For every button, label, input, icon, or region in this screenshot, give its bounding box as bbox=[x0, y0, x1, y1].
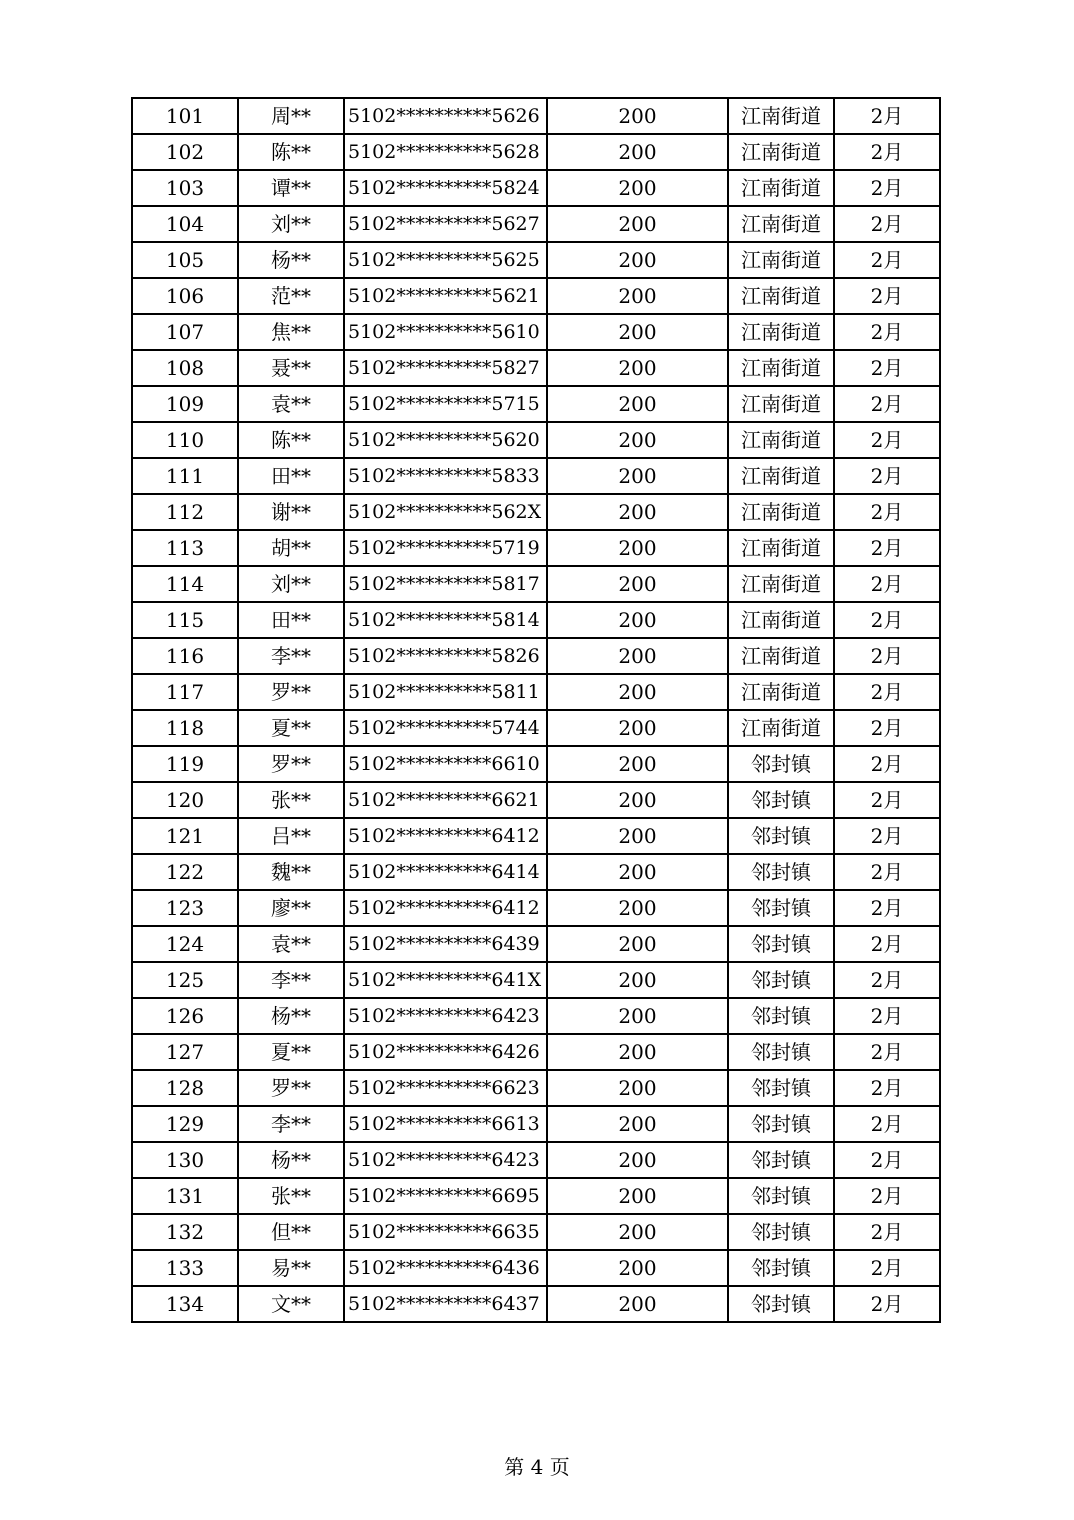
cell-id-number: 5102**********6412 bbox=[344, 818, 547, 854]
data-table bbox=[131, 97, 941, 1323]
cell-month: 2月 bbox=[834, 170, 940, 206]
cell-name: 范** bbox=[238, 278, 344, 314]
cell-amount: 200 bbox=[547, 278, 728, 314]
cell-month: 2月 bbox=[834, 890, 940, 926]
cell-name: 陈** bbox=[238, 134, 344, 170]
cell-amount: 200 bbox=[547, 170, 728, 206]
cell-id-number: 5102**********5610 bbox=[344, 314, 547, 350]
cell-name: 田** bbox=[238, 602, 344, 638]
cell-serial-number: 107 bbox=[132, 314, 238, 350]
cell-serial-number: 114 bbox=[132, 566, 238, 602]
cell-area: 邻封镇 bbox=[728, 1142, 834, 1178]
cell-area: 江南街道 bbox=[728, 674, 834, 710]
cell-amount: 200 bbox=[547, 386, 728, 422]
cell-serial-number: 106 bbox=[132, 278, 238, 314]
cell-month: 2月 bbox=[834, 782, 940, 818]
cell-month: 2月 bbox=[834, 962, 940, 998]
cell-serial-number: 110 bbox=[132, 422, 238, 458]
cell-serial-number: 129 bbox=[132, 1106, 238, 1142]
cell-area: 江南街道 bbox=[728, 458, 834, 494]
cell-id-number: 5102**********6613 bbox=[344, 1106, 547, 1142]
cell-name: 杨** bbox=[238, 1142, 344, 1178]
cell-month: 2月 bbox=[834, 602, 940, 638]
cell-area: 邻封镇 bbox=[728, 1070, 834, 1106]
cell-id-number: 5102**********562X bbox=[344, 494, 547, 530]
cell-id-number: 5102**********5628 bbox=[344, 134, 547, 170]
cell-area: 邻封镇 bbox=[728, 746, 834, 782]
cell-serial-number: 102 bbox=[132, 134, 238, 170]
cell-id-number: 5102**********5744 bbox=[344, 710, 547, 746]
table-row bbox=[132, 350, 940, 386]
cell-area: 江南街道 bbox=[728, 494, 834, 530]
cell-amount: 200 bbox=[547, 1214, 728, 1250]
cell-id-number: 5102**********6436 bbox=[344, 1250, 547, 1286]
cell-area: 邻封镇 bbox=[728, 1250, 834, 1286]
cell-area: 邻封镇 bbox=[728, 1214, 834, 1250]
cell-name: 夏** bbox=[238, 710, 344, 746]
cell-month: 2月 bbox=[834, 206, 940, 242]
cell-name: 杨** bbox=[238, 998, 344, 1034]
table-row bbox=[132, 386, 940, 422]
table-row bbox=[132, 1286, 940, 1322]
cell-name: 杨** bbox=[238, 242, 344, 278]
table-row bbox=[132, 602, 940, 638]
cell-amount: 200 bbox=[547, 854, 728, 890]
cell-id-number: 5102**********6635 bbox=[344, 1214, 547, 1250]
cell-amount: 200 bbox=[547, 350, 728, 386]
cell-name: 刘** bbox=[238, 566, 344, 602]
table-row bbox=[132, 1034, 940, 1070]
table-row bbox=[132, 998, 940, 1034]
cell-serial-number: 125 bbox=[132, 962, 238, 998]
cell-area: 邻封镇 bbox=[728, 1034, 834, 1070]
cell-area: 江南街道 bbox=[728, 206, 834, 242]
table-body bbox=[132, 98, 940, 1322]
cell-name: 李** bbox=[238, 638, 344, 674]
cell-month: 2月 bbox=[834, 278, 940, 314]
table-row bbox=[132, 98, 940, 134]
cell-id-number: 5102**********5719 bbox=[344, 530, 547, 566]
cell-amount: 200 bbox=[547, 998, 728, 1034]
table-row bbox=[132, 494, 940, 530]
cell-amount: 200 bbox=[547, 98, 728, 134]
cell-amount: 200 bbox=[547, 566, 728, 602]
cell-name: 魏** bbox=[238, 854, 344, 890]
cell-serial-number: 103 bbox=[132, 170, 238, 206]
cell-serial-number: 113 bbox=[132, 530, 238, 566]
table-row bbox=[132, 422, 940, 458]
cell-area: 江南街道 bbox=[728, 134, 834, 170]
cell-serial-number: 108 bbox=[132, 350, 238, 386]
table-row bbox=[132, 134, 940, 170]
cell-amount: 200 bbox=[547, 458, 728, 494]
cell-area: 江南街道 bbox=[728, 638, 834, 674]
cell-serial-number: 124 bbox=[132, 926, 238, 962]
cell-amount: 200 bbox=[547, 1286, 728, 1322]
table-row bbox=[132, 1178, 940, 1214]
table-row bbox=[132, 206, 940, 242]
cell-id-number: 5102**********6695 bbox=[344, 1178, 547, 1214]
cell-name: 张** bbox=[238, 782, 344, 818]
cell-area: 邻封镇 bbox=[728, 890, 834, 926]
cell-area: 江南街道 bbox=[728, 602, 834, 638]
cell-month: 2月 bbox=[834, 314, 940, 350]
cell-name: 周** bbox=[238, 98, 344, 134]
cell-serial-number: 123 bbox=[132, 890, 238, 926]
table-row bbox=[132, 170, 940, 206]
cell-name: 焦** bbox=[238, 314, 344, 350]
cell-amount: 200 bbox=[547, 494, 728, 530]
cell-id-number: 5102**********5621 bbox=[344, 278, 547, 314]
cell-serial-number: 130 bbox=[132, 1142, 238, 1178]
cell-serial-number: 132 bbox=[132, 1214, 238, 1250]
cell-name: 李** bbox=[238, 1106, 344, 1142]
cell-name: 袁** bbox=[238, 926, 344, 962]
cell-amount: 200 bbox=[547, 314, 728, 350]
cell-id-number: 5102**********5715 bbox=[344, 386, 547, 422]
cell-amount: 200 bbox=[547, 890, 728, 926]
cell-serial-number: 101 bbox=[132, 98, 238, 134]
cell-month: 2月 bbox=[834, 1142, 940, 1178]
cell-id-number: 5102**********5833 bbox=[344, 458, 547, 494]
cell-month: 2月 bbox=[834, 1250, 940, 1286]
cell-serial-number: 117 bbox=[132, 674, 238, 710]
cell-name: 文** bbox=[238, 1286, 344, 1322]
table-row bbox=[132, 1250, 940, 1286]
cell-name: 陈** bbox=[238, 422, 344, 458]
cell-name: 吕** bbox=[238, 818, 344, 854]
table-row bbox=[132, 566, 940, 602]
cell-month: 2月 bbox=[834, 1034, 940, 1070]
cell-id-number: 5102**********6437 bbox=[344, 1286, 547, 1322]
cell-id-number: 5102**********5814 bbox=[344, 602, 547, 638]
cell-area: 邻封镇 bbox=[728, 818, 834, 854]
cell-id-number: 5102**********6423 bbox=[344, 998, 547, 1034]
cell-area: 江南街道 bbox=[728, 278, 834, 314]
cell-amount: 200 bbox=[547, 422, 728, 458]
cell-month: 2月 bbox=[834, 98, 940, 134]
cell-serial-number: 104 bbox=[132, 206, 238, 242]
cell-month: 2月 bbox=[834, 926, 940, 962]
table-row bbox=[132, 962, 940, 998]
cell-serial-number: 133 bbox=[132, 1250, 238, 1286]
table-row bbox=[132, 674, 940, 710]
cell-id-number: 5102**********5627 bbox=[344, 206, 547, 242]
cell-amount: 200 bbox=[547, 1106, 728, 1142]
cell-id-number: 5102**********6412 bbox=[344, 890, 547, 926]
cell-month: 2月 bbox=[834, 1214, 940, 1250]
cell-serial-number: 111 bbox=[132, 458, 238, 494]
cell-id-number: 5102**********6439 bbox=[344, 926, 547, 962]
cell-area: 邻封镇 bbox=[728, 926, 834, 962]
cell-id-number: 5102**********5817 bbox=[344, 566, 547, 602]
cell-id-number: 5102**********6414 bbox=[344, 854, 547, 890]
cell-name: 廖** bbox=[238, 890, 344, 926]
cell-name: 刘** bbox=[238, 206, 344, 242]
cell-name: 谭** bbox=[238, 170, 344, 206]
cell-month: 2月 bbox=[834, 998, 940, 1034]
cell-serial-number: 115 bbox=[132, 602, 238, 638]
table-row bbox=[132, 242, 940, 278]
cell-area: 江南街道 bbox=[728, 566, 834, 602]
table-row bbox=[132, 854, 940, 890]
cell-serial-number: 105 bbox=[132, 242, 238, 278]
cell-id-number: 5102**********5826 bbox=[344, 638, 547, 674]
cell-amount: 200 bbox=[547, 1070, 728, 1106]
cell-serial-number: 122 bbox=[132, 854, 238, 890]
cell-amount: 200 bbox=[547, 818, 728, 854]
cell-month: 2月 bbox=[834, 746, 940, 782]
cell-name: 易** bbox=[238, 1250, 344, 1286]
cell-id-number: 5102**********6623 bbox=[344, 1070, 547, 1106]
cell-name: 聂** bbox=[238, 350, 344, 386]
cell-month: 2月 bbox=[834, 1106, 940, 1142]
cell-id-number: 5102**********5620 bbox=[344, 422, 547, 458]
cell-area: 邻封镇 bbox=[728, 854, 834, 890]
cell-area: 邻封镇 bbox=[728, 1286, 834, 1322]
cell-area: 江南街道 bbox=[728, 98, 834, 134]
cell-month: 2月 bbox=[834, 818, 940, 854]
cell-amount: 200 bbox=[547, 242, 728, 278]
cell-name: 袁** bbox=[238, 386, 344, 422]
cell-serial-number: 109 bbox=[132, 386, 238, 422]
table-row bbox=[132, 746, 940, 782]
cell-month: 2月 bbox=[834, 566, 940, 602]
table-row bbox=[132, 1142, 940, 1178]
page-number: 第 4 页 bbox=[504, 1455, 570, 1479]
cell-serial-number: 112 bbox=[132, 494, 238, 530]
cell-serial-number: 118 bbox=[132, 710, 238, 746]
cell-id-number: 5102**********5827 bbox=[344, 350, 547, 386]
cell-amount: 200 bbox=[547, 638, 728, 674]
cell-amount: 200 bbox=[547, 962, 728, 998]
cell-serial-number: 128 bbox=[132, 1070, 238, 1106]
cell-name: 田** bbox=[238, 458, 344, 494]
cell-name: 罗** bbox=[238, 674, 344, 710]
cell-name: 罗** bbox=[238, 746, 344, 782]
table-row bbox=[132, 458, 940, 494]
cell-area: 江南街道 bbox=[728, 242, 834, 278]
table-row bbox=[132, 638, 940, 674]
cell-amount: 200 bbox=[547, 1250, 728, 1286]
cell-amount: 200 bbox=[547, 206, 728, 242]
cell-id-number: 5102**********6423 bbox=[344, 1142, 547, 1178]
table-row bbox=[132, 1070, 940, 1106]
cell-amount: 200 bbox=[547, 530, 728, 566]
cell-name: 罗** bbox=[238, 1070, 344, 1106]
table-row bbox=[132, 1106, 940, 1142]
cell-amount: 200 bbox=[547, 1034, 728, 1070]
cell-area: 江南街道 bbox=[728, 710, 834, 746]
cell-month: 2月 bbox=[834, 1286, 940, 1322]
cell-id-number: 5102**********5824 bbox=[344, 170, 547, 206]
cell-month: 2月 bbox=[834, 494, 940, 530]
cell-month: 2月 bbox=[834, 386, 940, 422]
table-row bbox=[132, 278, 940, 314]
cell-id-number: 5102**********5625 bbox=[344, 242, 547, 278]
cell-amount: 200 bbox=[547, 134, 728, 170]
cell-amount: 200 bbox=[547, 1178, 728, 1214]
cell-name: 谢** bbox=[238, 494, 344, 530]
cell-area: 邻封镇 bbox=[728, 998, 834, 1034]
cell-serial-number: 116 bbox=[132, 638, 238, 674]
cell-area: 江南街道 bbox=[728, 350, 834, 386]
cell-amount: 200 bbox=[547, 926, 728, 962]
cell-amount: 200 bbox=[547, 674, 728, 710]
table-row bbox=[132, 926, 940, 962]
cell-id-number: 5102**********5626 bbox=[344, 98, 547, 134]
cell-id-number: 5102**********6426 bbox=[344, 1034, 547, 1070]
cell-month: 2月 bbox=[834, 134, 940, 170]
cell-month: 2月 bbox=[834, 674, 940, 710]
cell-name: 李** bbox=[238, 962, 344, 998]
cell-area: 邻封镇 bbox=[728, 782, 834, 818]
cell-month: 2月 bbox=[834, 458, 940, 494]
cell-id-number: 5102**********5811 bbox=[344, 674, 547, 710]
cell-area: 邻封镇 bbox=[728, 962, 834, 998]
cell-name: 张** bbox=[238, 1178, 344, 1214]
cell-serial-number: 126 bbox=[132, 998, 238, 1034]
table-row bbox=[132, 710, 940, 746]
cell-amount: 200 bbox=[547, 782, 728, 818]
cell-serial-number: 134 bbox=[132, 1286, 238, 1322]
cell-amount: 200 bbox=[547, 746, 728, 782]
cell-name: 但** bbox=[238, 1214, 344, 1250]
cell-month: 2月 bbox=[834, 422, 940, 458]
cell-month: 2月 bbox=[834, 1070, 940, 1106]
cell-month: 2月 bbox=[834, 638, 940, 674]
cell-area: 江南街道 bbox=[728, 422, 834, 458]
cell-id-number: 5102**********6621 bbox=[344, 782, 547, 818]
table-row bbox=[132, 314, 940, 350]
cell-serial-number: 127 bbox=[132, 1034, 238, 1070]
cell-area: 江南街道 bbox=[728, 314, 834, 350]
cell-month: 2月 bbox=[834, 530, 940, 566]
cell-month: 2月 bbox=[834, 710, 940, 746]
table-row bbox=[132, 782, 940, 818]
cell-serial-number: 121 bbox=[132, 818, 238, 854]
table-row bbox=[132, 818, 940, 854]
cell-amount: 200 bbox=[547, 602, 728, 638]
cell-area: 江南街道 bbox=[728, 530, 834, 566]
cell-serial-number: 120 bbox=[132, 782, 238, 818]
table-row bbox=[132, 890, 940, 926]
table-row bbox=[132, 530, 940, 566]
cell-serial-number: 131 bbox=[132, 1178, 238, 1214]
cell-amount: 200 bbox=[547, 1142, 728, 1178]
cell-month: 2月 bbox=[834, 854, 940, 890]
cell-id-number: 5102**********6610 bbox=[344, 746, 547, 782]
cell-area: 邻封镇 bbox=[728, 1106, 834, 1142]
cell-serial-number: 119 bbox=[132, 746, 238, 782]
cell-area: 江南街道 bbox=[728, 170, 834, 206]
cell-area: 邻封镇 bbox=[728, 1178, 834, 1214]
cell-name: 胡** bbox=[238, 530, 344, 566]
cell-name: 夏** bbox=[238, 1034, 344, 1070]
cell-month: 2月 bbox=[834, 350, 940, 386]
cell-month: 2月 bbox=[834, 1178, 940, 1214]
table-row bbox=[132, 1214, 940, 1250]
cell-amount: 200 bbox=[547, 710, 728, 746]
cell-month: 2月 bbox=[834, 242, 940, 278]
cell-id-number: 5102**********641X bbox=[344, 962, 547, 998]
cell-area: 江南街道 bbox=[728, 386, 834, 422]
